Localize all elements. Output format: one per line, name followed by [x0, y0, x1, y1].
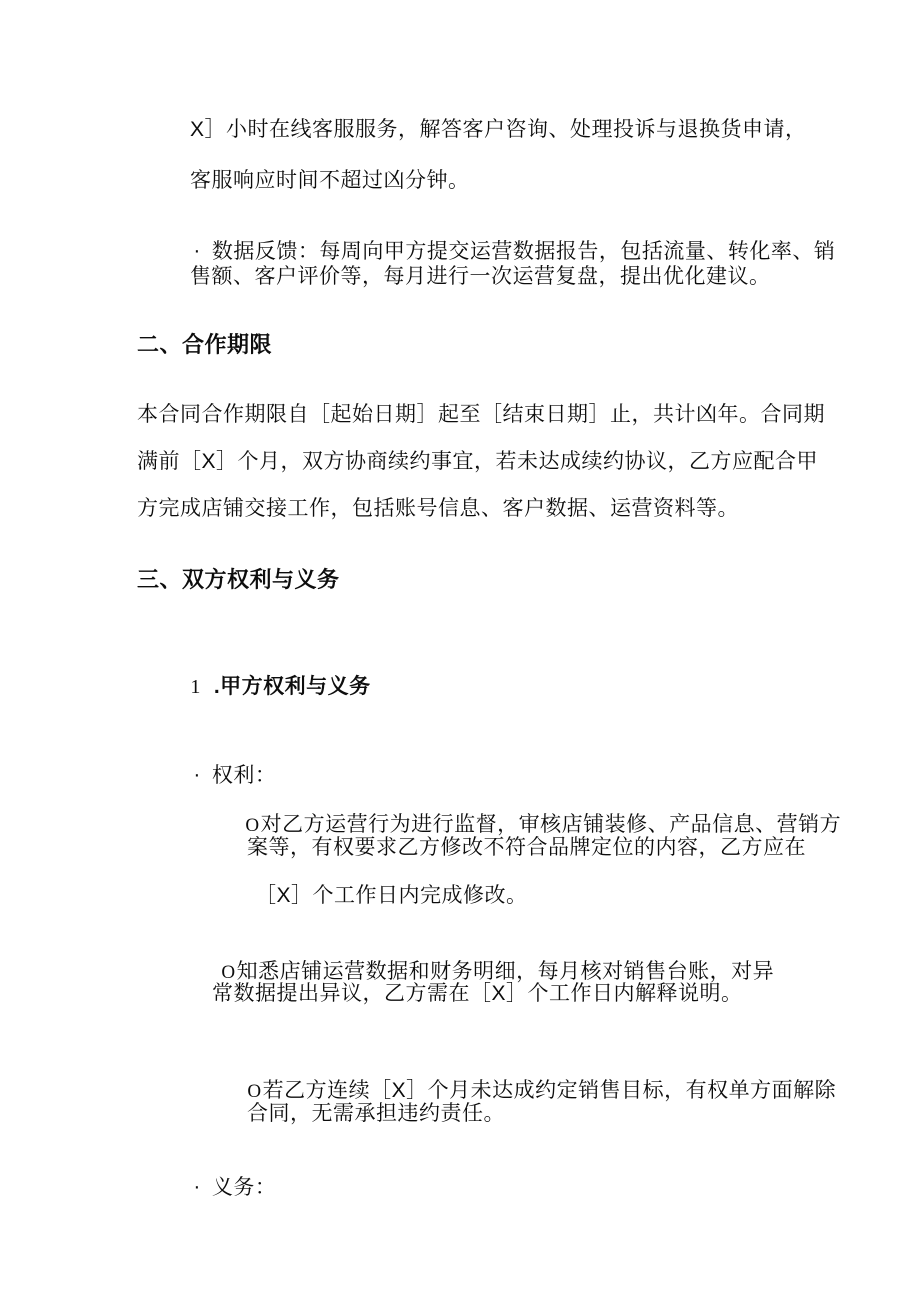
rights-item-1-line-1: 对乙方运营行为进行监督，审核店铺装修、产品信息、营销方 — [260, 813, 842, 836]
service-clause-line-2: 客服响应时间不超过凶分钟。 — [190, 169, 470, 192]
section-2-body-line-1: 本合同合作期限自［起始日期］起至［结束日期］止，共计凶年。合同期 — [137, 403, 825, 426]
circle-marker: O — [245, 815, 260, 836]
bullet-dot: · — [193, 763, 201, 786]
service-clause-line-1: X］小时在线客服服务，解答客户咨询、处理投诉与退换货申请， — [190, 118, 807, 141]
section-2-body-line-2: 满前［X］个月，双方协商续约事宜，若未达成续约协议，乙方应配合甲 — [137, 450, 819, 473]
subsection-1-heading — [165, 649, 371, 725]
circle-marker: O — [221, 962, 236, 983]
section-3-heading: 三、双方权利与义务 — [137, 567, 340, 592]
subsection-number: 1 — [190, 676, 201, 698]
bullet-dot: · — [193, 239, 201, 262]
duties-label — [168, 1150, 276, 1225]
rights-item-3-line-1: 若乙方连续［X］个月未达成约定销售目标，有权单方面解除 — [262, 1079, 837, 1102]
duties-label-text: 义务： — [211, 1176, 277, 1199]
section-2-heading: 二、合作期限 — [137, 332, 273, 357]
rights-item-2-line-1: 知悉店铺运营数据和财务明细，每月核对销售台账，对异 — [236, 960, 775, 983]
rights-label-text: 权利： — [211, 764, 277, 787]
data-feedback-line-1: 数据反馈：每周向甲方提交运营数据报告，包括流量、转化率、销 — [211, 240, 836, 263]
section-2-body-line-3: 方完成店铺交接工作，包括账号信息、客户数据、运营资料等。 — [137, 497, 739, 520]
circle-marker: O — [247, 1081, 262, 1102]
rights-item-3-line-2: 合同，无需承担违约责任。 — [247, 1102, 505, 1125]
data-feedback-line-2: 售额、客户评价等，每月进行一次运营复盘，提出优化建议。 — [190, 265, 771, 288]
rights-item-2-line-2: 常数据提出异议，乙方需在［X］个工作日内解释说明。 — [212, 982, 743, 1005]
rights-item-1-line-2: 案等，有权要求乙方修改不符合品牌定位的内容，乙方应在 — [247, 836, 806, 859]
rights-item-1-line-3: ［X］个工作日内完成修改。 — [255, 884, 528, 907]
subsection-title: .甲方权利与义务 — [213, 675, 371, 698]
bullet-dot: · — [193, 1175, 201, 1198]
